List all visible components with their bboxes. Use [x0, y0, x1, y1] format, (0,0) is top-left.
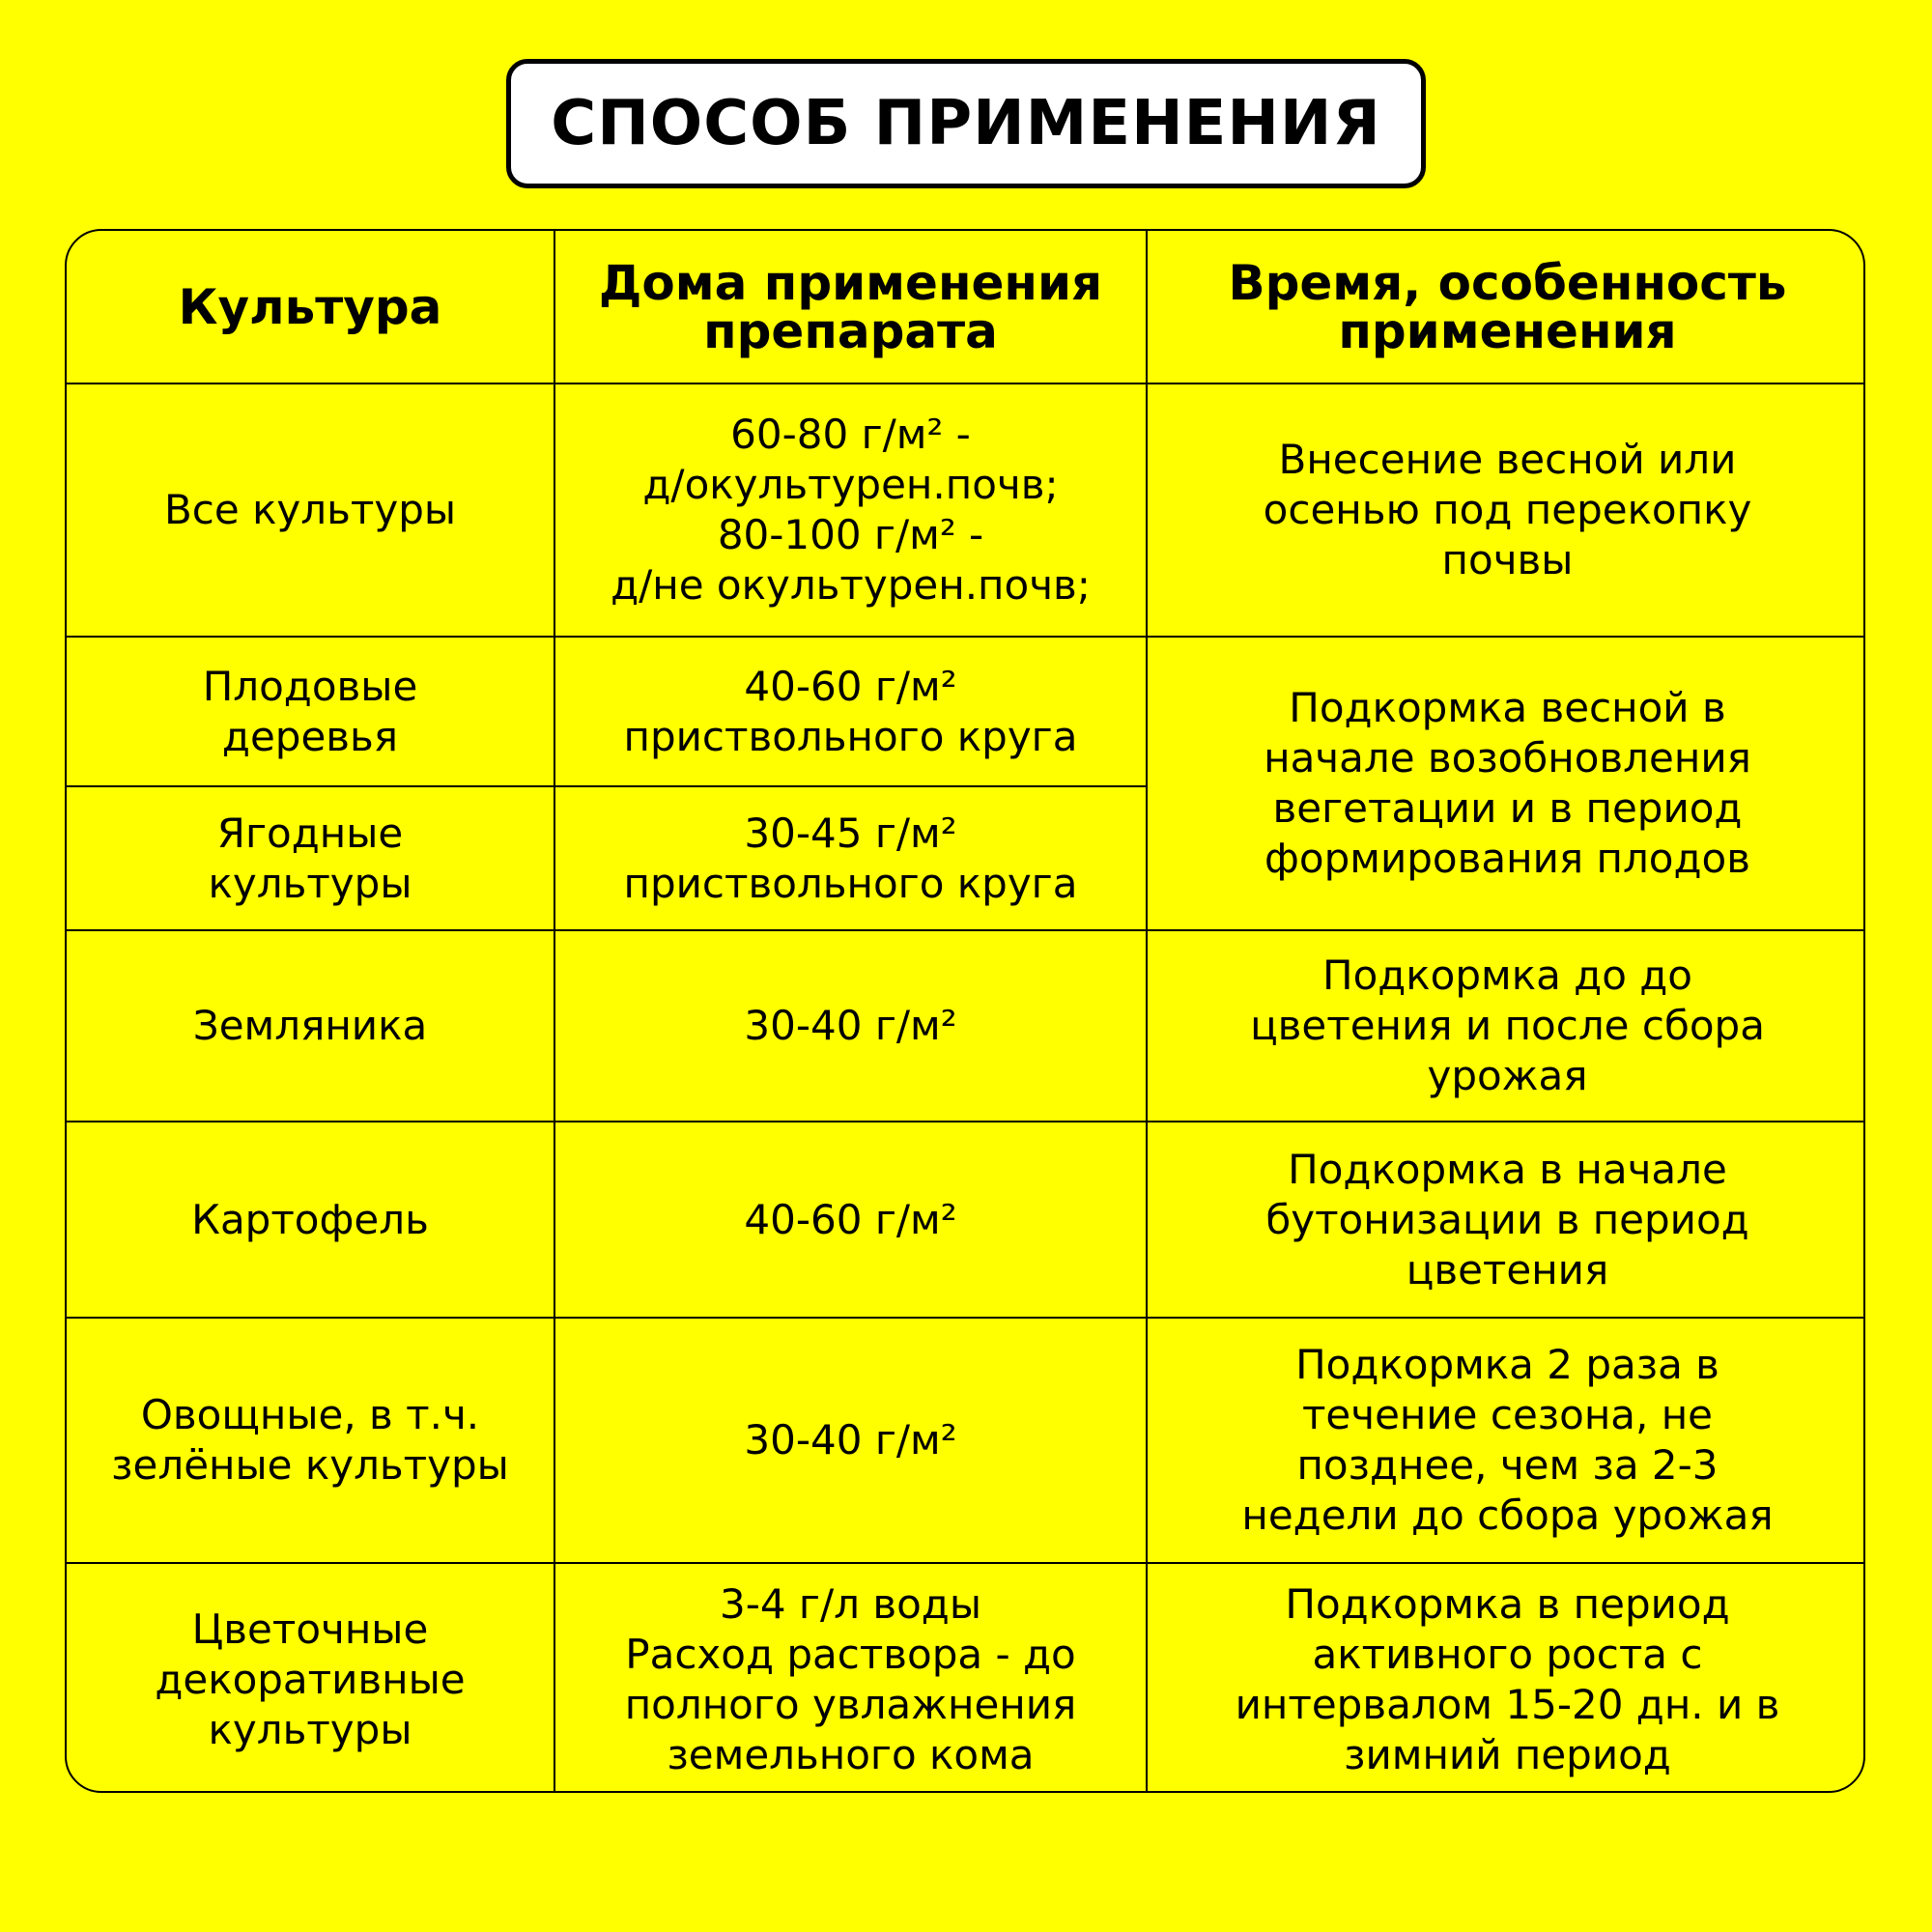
table [67, 231, 1865, 1793]
table-row [67, 930, 1865, 1122]
crop-cell: Овощные, в т.ч. зелёные культуры [67, 1318, 554, 1563]
timing-cell: Внесение весной или осенью под перекопку почвы [1147, 384, 1865, 637]
timing-cell: Подкормка до до цветения и после сбора урожая [1147, 930, 1865, 1122]
page-title: СПОСОБ ПРИМЕНЕНИЯ [551, 88, 1381, 159]
table-header-row [67, 231, 1865, 384]
dose-cell: 3-4 г/л воды Расход раствора - до полного увлажнения земельного кома [554, 1563, 1147, 1793]
header-crop: Культура [67, 231, 554, 384]
crop-cell: Земляника [67, 930, 554, 1122]
dose-cell: 40-60 г/м² приствольного круга [554, 637, 1147, 786]
dose-cell: 40-60 г/м² [554, 1122, 1147, 1318]
dose-cell: 30-40 г/м² [554, 930, 1147, 1122]
dose-cell: 30-40 г/м² [554, 1318, 1147, 1563]
table-row [67, 637, 1865, 786]
table-row [67, 1318, 1865, 1563]
header-timing: Время, особенность применения [1147, 231, 1865, 384]
timing-cell: Подкормка в период активного роста с интервалом 15-20 дн. и в зимний период [1147, 1563, 1865, 1793]
timing-cell: Подкормка в начале бутонизации в период цветения [1147, 1122, 1865, 1318]
dose-cell: 60-80 г/м² - д/окультурен.почв; 80-100 г/м² - д/не окультурен.почв; [554, 384, 1147, 637]
title-box [506, 59, 1426, 188]
crop-cell: Все культуры [67, 384, 554, 637]
timing-cell: Подкормка весной в начале возобновления вегетации и в период формирования плодов [1147, 637, 1865, 930]
crop-cell: Плодовые деревья [67, 637, 554, 786]
header-dose: Дома применения препарата [554, 231, 1147, 384]
table-row [67, 1563, 1865, 1793]
crop-cell: Цветочные декоративные культуры [67, 1563, 554, 1793]
timing-cell: Подкормка 2 раза в течение сезона, не позднее, чем за 2-3 недели до сбора урожая [1147, 1318, 1865, 1563]
crop-cell: Ягодные культуры [67, 786, 554, 930]
dose-cell: 30-45 г/м² приствольного круга [554, 786, 1147, 930]
table-row [67, 384, 1865, 637]
table-row [67, 1122, 1865, 1318]
application-table [65, 229, 1865, 1793]
crop-cell: Картофель [67, 1122, 554, 1318]
